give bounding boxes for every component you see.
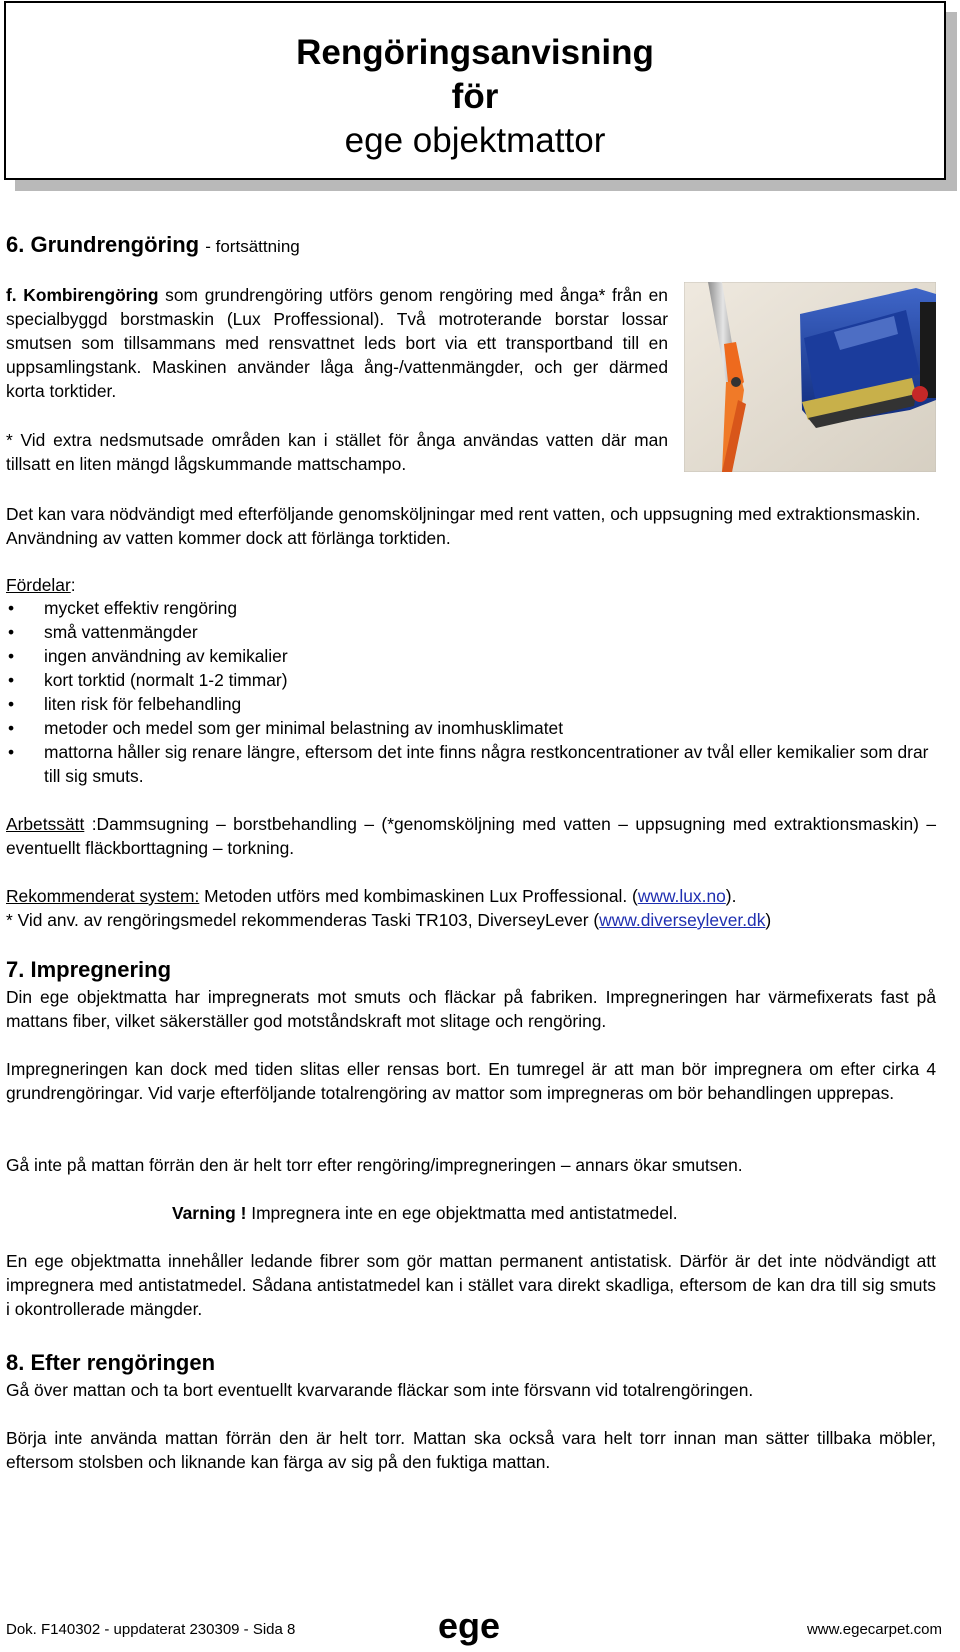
bullet-icon: •: [8, 670, 15, 690]
advantages-heading: [6, 573, 76, 597]
title-line-1: Rengöringsanvisning: [296, 33, 654, 72]
recommended-system: Rekommenderat system: Metoden utförs med kombimaskinen Lux Proffessional. (www.lux.no).: [6, 886, 737, 906]
bullet-icon: •: [8, 694, 15, 714]
kombirengoring-paragraph: [6, 283, 668, 403]
method-label: Arbetssätt: [6, 814, 85, 834]
method-text: :Dammsugning – borstbehandling – (*genomsköljning med vatten – uppsugning med extraktionsmaskin) – eventuellt fläckborttagning – torkning.: [6, 814, 936, 858]
list-item: • små vattenmängder: [8, 622, 198, 642]
footer-website[interactable]: www.egecarpet.com: [806, 1621, 942, 1638]
title-line-2: för: [451, 77, 499, 116]
warning-label: Varning !: [172, 1203, 247, 1223]
detergent-recommendation: * Vid anv. av rengöringsmedel rekommenderas Taski TR103, DiverseyLever (www.diverseylever.dk): [6, 910, 772, 930]
cleaning-machine-photo: [684, 282, 936, 472]
kombirengoring-text: som grundrengöring utförs genom rengöring med ånga* från en specialbyggd borstmaskin (Lux Proffessional). Två motroterande borstar lossar smutsen som tillsammans med rensvattnet leds bort via ett transportband till en uppsamlingstank. Maskinen använder låga ång-/vattenmängder, och ger därmed korta torktider.: [6, 285, 668, 401]
recommended-text: Metoden utförs med kombimaskinen Lux Proffessional. (: [199, 886, 638, 906]
bullet-icon: •: [8, 646, 15, 666]
section-6-title: 6. Grundrengöring: [6, 232, 200, 257]
title-line-3: ege objektmattor: [344, 121, 606, 160]
advantages-list: [6, 596, 936, 788]
detergent-text: * Vid anv. av rengöringsmedel rekommenderas Taski TR103, DiverseyLever (: [6, 910, 600, 930]
after-cleaning-paragraph-1: Gå över mattan och ta bort eventuellt kvarvarande fläckar som inte försvann vid totalrengöringen.: [6, 1380, 754, 1400]
rinsing-paragraph: Det kan vara nödvändigt med efterföljande genomsköljningar med rent vatten, och uppsugning med extraktionsmaskin. Användning av vatten kommer dock att förlänga torktiden.: [6, 504, 921, 548]
document-title-box: [4, 1, 946, 180]
recommended-label: Rekommenderat system:: [6, 886, 200, 906]
advantages-label: Fördelar: [6, 575, 71, 595]
antistatic-paragraph: En ege objektmatta innehåller ledande fibrer som gör mattan permanent antistatisk. Därför är det inte nödvändigt att impregnera med antistatmedel. Sådana antistatmedel kan i stället vara direkt skadliga, eftersom de kan dra till sig smuts i okontrollerade mängder.: [6, 1251, 936, 1319]
footer-document-info: Dok. F140302 - uppdaterat 230309 - Sida 8: [6, 1621, 296, 1638]
section-6-subtitle: - fortsättning: [205, 237, 300, 256]
bullet-icon: •: [8, 622, 15, 642]
warning-text: Impregnera inte en ege objektmatta med antistatmedel.: [246, 1203, 678, 1223]
after-cleaning-paragraph-2: Börja inte använda mattan förrän den är helt torr. Mattan ska också vara helt torr innan man sätter tillbaka möbler, eftersom stolsben och liknande kan färga av sig på den fuktiga mattan.: [6, 1428, 936, 1472]
section-6-heading: [6, 231, 300, 261]
warning-line: [172, 1201, 932, 1225]
section-8-heading: 8. Efter rengöringen: [6, 1350, 216, 1375]
bullet-icon: •: [8, 598, 15, 618]
bullet-icon: •: [8, 718, 15, 738]
impregnation-paragraph-3: Gå inte på mattan förrän den är helt torr efter rengöring/impregneringen – annars ökar smutsen.: [6, 1155, 743, 1175]
lux-link[interactable]: www.lux.no: [637, 886, 726, 906]
diverseylever-link[interactable]: www.diverseylever.dk: [599, 910, 766, 930]
kombirengoring-label: f. Kombirengöring: [6, 285, 159, 305]
steam-footnote: * Vid extra nedsmutsade områden kan i stället för ånga användas vatten där man tillsatt en liten mängd lågskummande mattschampo.: [6, 430, 668, 474]
list-item: • kort torktid (normalt 1-2 timmar): [8, 670, 288, 690]
bullet-icon: •: [8, 742, 15, 762]
list-item: • liten risk för felbehandling: [8, 694, 242, 714]
impregnation-paragraph-2: Impregneringen kan dock med tiden slitas eller rensas bort. En tumregel är att man bör impregnera om efter cirka 4 grundrengöringar. Vid varje efterföljande totalrengöring av mattor som impregneras om bör behandlingen upprepas.: [6, 1059, 936, 1103]
list-item: • ingen användning av kemikalier: [8, 646, 288, 666]
method-paragraph: [6, 812, 936, 860]
ege-logo: ege: [438, 1605, 501, 1646]
impregnation-paragraph-1: Din ege objektmatta har impregnerats mot smuts och fläckar på fabriken. Impregneringen har värmefixerats fast på mattans fiber, vilket säkerställer god motståndskraft mot slitage och rengöring.: [6, 987, 936, 1031]
section-7-heading: 7. Impregnering: [6, 957, 172, 982]
list-item: • mattorna håller sig renare längre, eftersom det inte finns några restkoncentrationer av tvål eller kemikalier som drar till sig smuts.: [8, 742, 929, 786]
advantages-colon: :: [70, 575, 76, 595]
list-item: • metoder och medel som ger minimal belastning av inomhusklimatet: [8, 718, 564, 738]
list-item: • mycket effektiv rengöring: [8, 598, 237, 618]
